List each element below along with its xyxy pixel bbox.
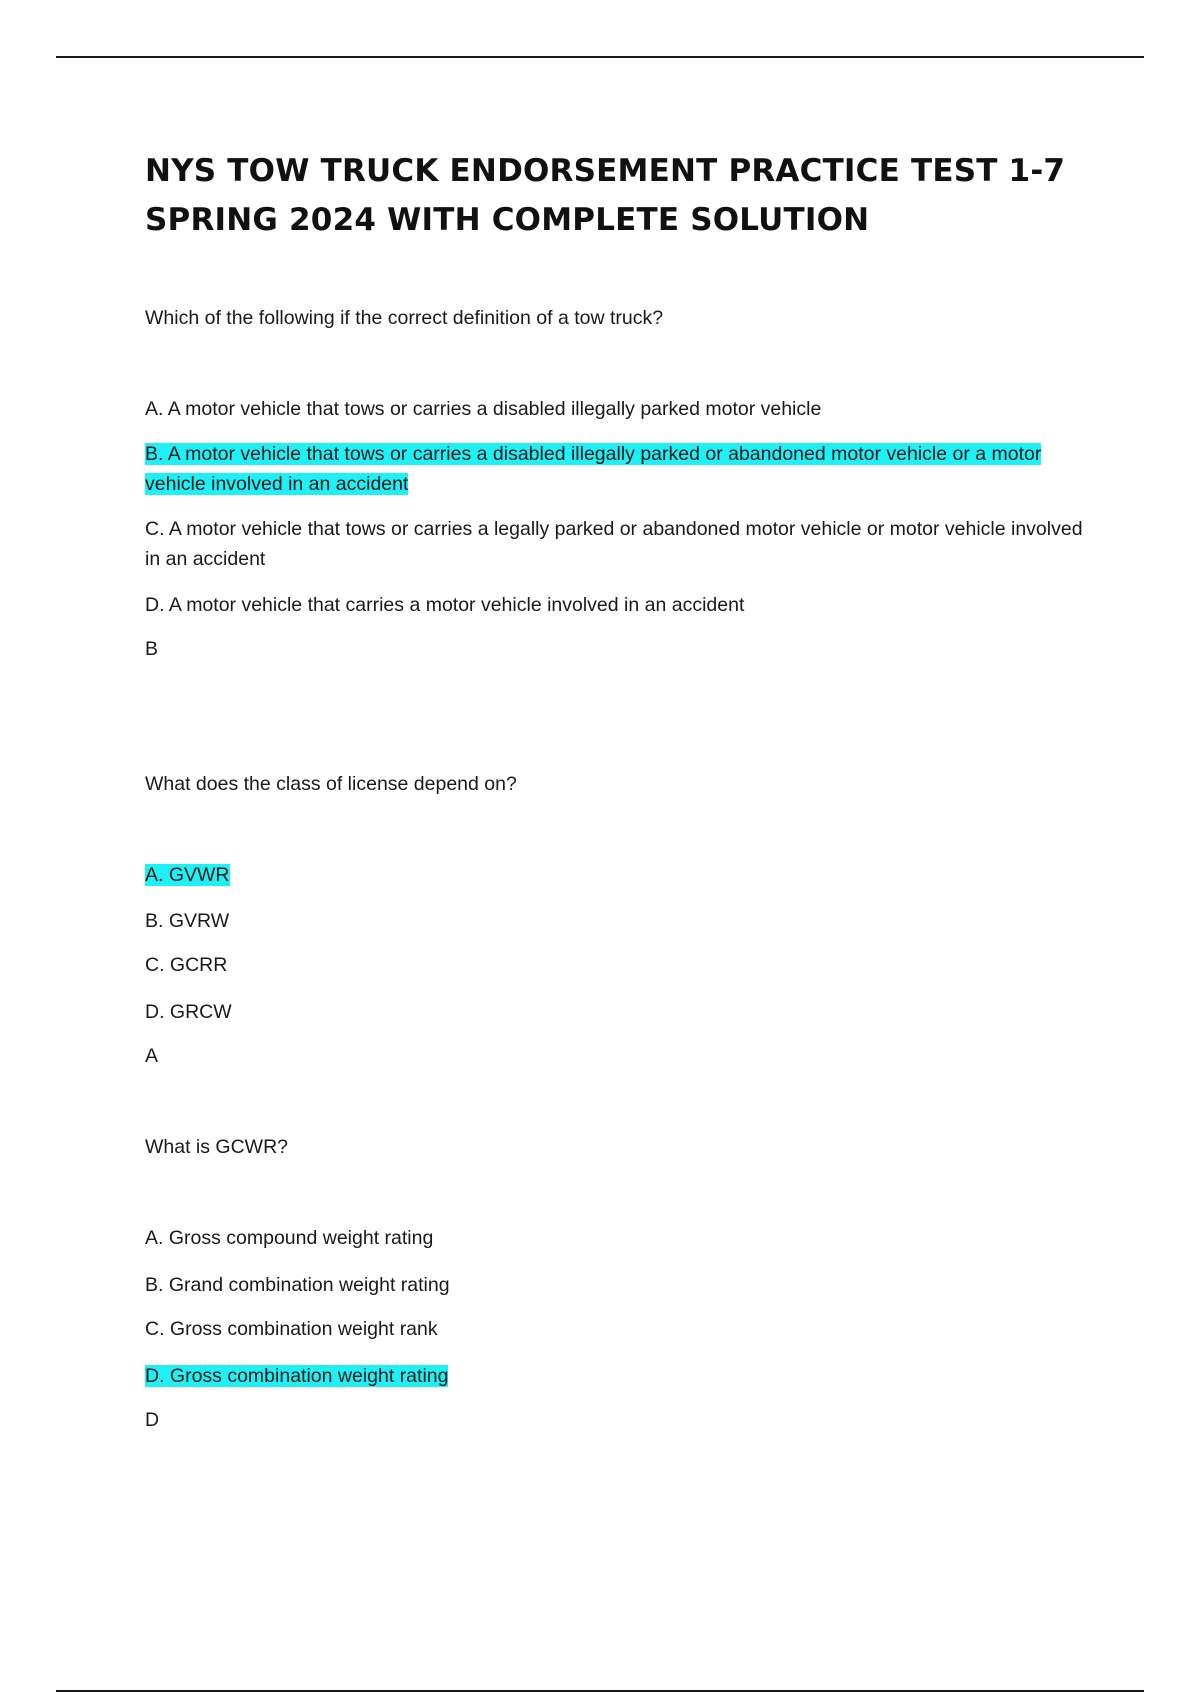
question-2-answer: A (145, 1045, 159, 1067)
question-3-option-c (145, 1314, 1095, 1344)
question-1-text: Which of the following if the correct definition of a tow truck? (145, 307, 664, 329)
question-1-option-d (145, 590, 1095, 620)
question-2-option-d (145, 997, 1095, 1027)
option-text: C. Gross combination weight rank (145, 1318, 438, 1340)
option-text: D. GRCW (145, 1001, 232, 1023)
option-text: B. Grand combination weight rating (145, 1274, 450, 1296)
bottom-rule (56, 1690, 1144, 1692)
highlighted-option-text: A. GVWR (145, 864, 230, 886)
question-2-option-b (145, 906, 1095, 936)
question-1-answer: B (145, 638, 159, 660)
document-title: NYS TOW TRUCK ENDORSEMENT PRACTICE TEST 1-7 SPRING 2024 WITH COMPLETE SOLUTION (145, 153, 1066, 238)
question-1-option-a (145, 394, 1095, 424)
option-text: B. GVRW (145, 910, 230, 932)
question-2-text: What does the class of license depend on? (145, 773, 517, 795)
question-3-option-a (145, 1223, 1095, 1253)
option-text: C. GCRR (145, 954, 228, 976)
question-1-option-c (145, 514, 1095, 574)
option-text: A. A motor vehicle that tows or carries a disabled illegally parked motor vehicle (145, 398, 822, 420)
option-text: C. A motor vehicle that tows or carries a legally parked or abandoned motor vehicle or motor vehicle involved in an accident (145, 518, 1083, 570)
question-3-text: What is GCWR? (145, 1136, 289, 1158)
highlighted-option-text: B. A motor vehicle that tows or carries a disabled illegally parked or abandoned motor vehicle or a motor vehicle involved in an accident (145, 443, 1042, 495)
question-3-option-b (145, 1270, 1095, 1300)
option-text: D. A motor vehicle that carries a motor vehicle involved in an accident (145, 594, 745, 616)
option-text: A. Gross compound weight rating (145, 1227, 434, 1249)
highlighted-option-text: D. Gross combination weight rating (145, 1365, 449, 1387)
question-3-answer: D (145, 1409, 160, 1431)
question-2-option-a (145, 860, 1095, 890)
question-1-option-b (145, 439, 1095, 499)
top-rule (56, 56, 1144, 58)
question-2-option-c (145, 950, 1095, 980)
question-3-option-d (145, 1361, 1095, 1391)
